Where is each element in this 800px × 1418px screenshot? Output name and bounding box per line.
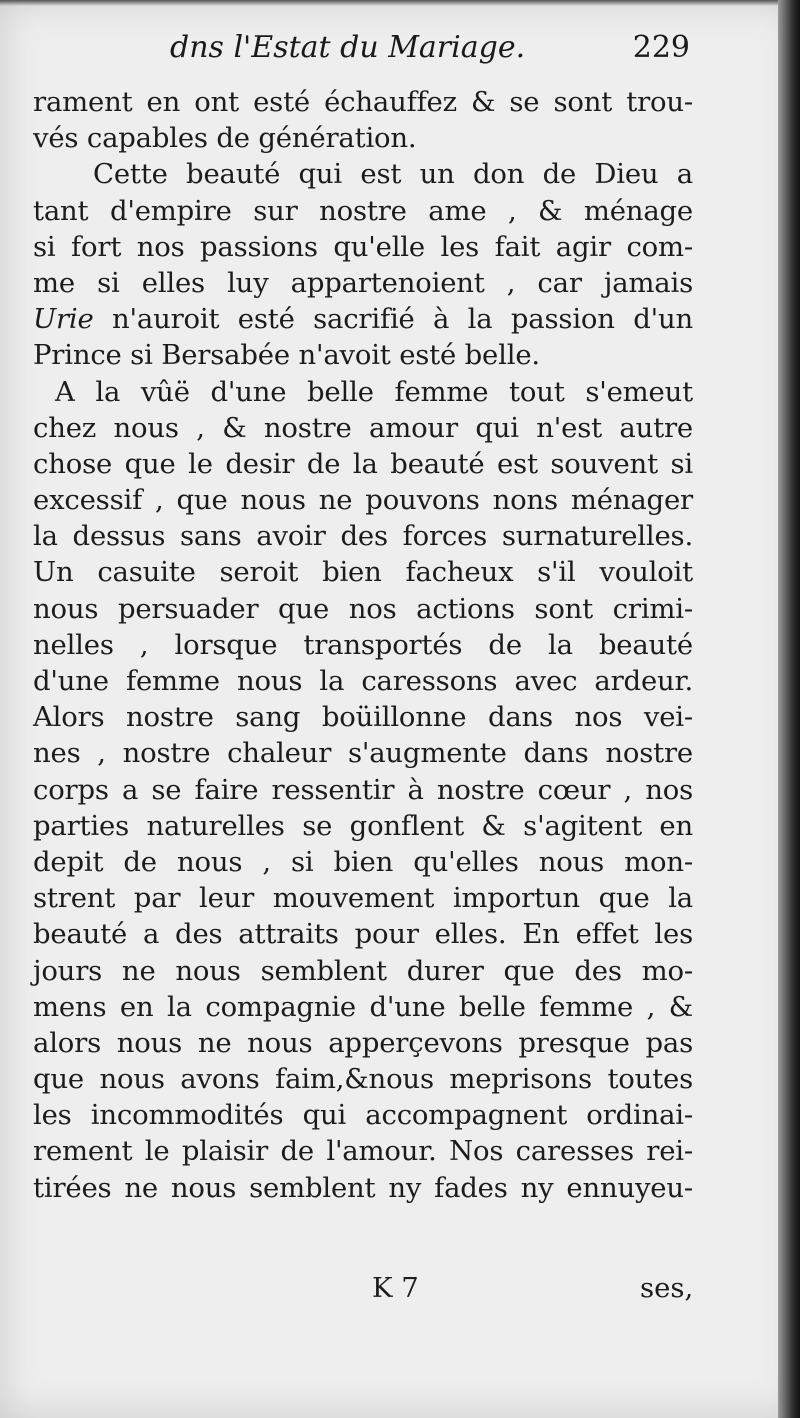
text-line: beauté a des attraits pour elles. En effet les (33, 918, 693, 951)
page-footer (0, 1272, 800, 1312)
text-line: me si elles luy appartenoient , car jamais (33, 266, 693, 299)
text-line: depit de nous , si bien qu'elles nous mon- (33, 845, 693, 878)
text-line: rement le plaisir de l'amour. Nos caresses rei- (33, 1135, 693, 1168)
text-line: que nous avons faim,&nous meprisons toutes (33, 1063, 693, 1096)
text-line: parties naturelles se gonflent & s'agitent en (33, 809, 693, 842)
text-line: corps a se faire ressentir à nostre cœur , nos (33, 773, 693, 806)
text-line: vés capables de génération. (33, 122, 417, 155)
text-line: nous persuader que nos actions sont crimi- (33, 592, 693, 625)
text-line: A la vûë d'une belle femme tout s'emeut (55, 375, 693, 408)
catchword: ses, (640, 1272, 694, 1304)
text-line: nelles , lorsque transportés de la beauté (33, 628, 693, 661)
text-line: Prince si Bersabée n'avoit esté belle. (33, 339, 540, 372)
body-text (33, 84, 693, 1206)
page-header (170, 30, 690, 74)
text-line (33, 301, 693, 337)
page-top-edge (0, 0, 800, 6)
page-number: 229 (632, 30, 690, 65)
text-line: Alors nostre sang boüillonne dans nos vei- (33, 701, 693, 734)
book-spine-shadow (778, 0, 800, 1418)
italic-name: Urie (33, 303, 94, 336)
running-title: dns l'Estat du Mariage. (170, 30, 526, 65)
text-line: chose que le desir de la beauté est souvent si (33, 447, 693, 480)
text-line: Un casuite seroit bien facheux s'il vouloit (33, 556, 693, 589)
text-line: chez nous , & nostre amour qui n'est autre (33, 411, 693, 444)
text-line-rest: n'auroit esté sacrifié à la passion d'un (112, 303, 693, 336)
text-line: excessif , que nous ne pouvons nons ménager (33, 484, 693, 517)
text-line: nes , nostre chaleur s'augmente dans nostre (33, 737, 693, 770)
text-line: strent par leur mouvement importun que la (33, 882, 693, 915)
text-line: Cette beauté qui est un don de Dieu a (93, 158, 693, 191)
text-line: la dessus sans avoir des forces surnaturelles. (33, 520, 693, 553)
text-line: d'une femme nous la caressons avec ardeur. (33, 665, 693, 697)
text-line: tant d'empire sur nostre ame , & ménage (33, 194, 693, 227)
text-line: mens en la compagnie d'une belle femme , & (33, 990, 693, 1023)
text-line: alors nous ne nous apperçevons presque pas (33, 1026, 693, 1059)
text-line: jours ne nous semblent durer que des mo- (33, 954, 693, 987)
signature-mark: K 7 (372, 1272, 419, 1304)
text-line: tirées ne nous semblent ny fades ny ennuyeu- (33, 1171, 693, 1204)
text-line: les incommodités qui accompagnent ordinai- (33, 1099, 693, 1132)
text-line: rament en ont esté échauffez & se sont trou- (33, 86, 693, 118)
text-line: si fort nos passions qu'elle les fait agir com- (33, 230, 693, 263)
